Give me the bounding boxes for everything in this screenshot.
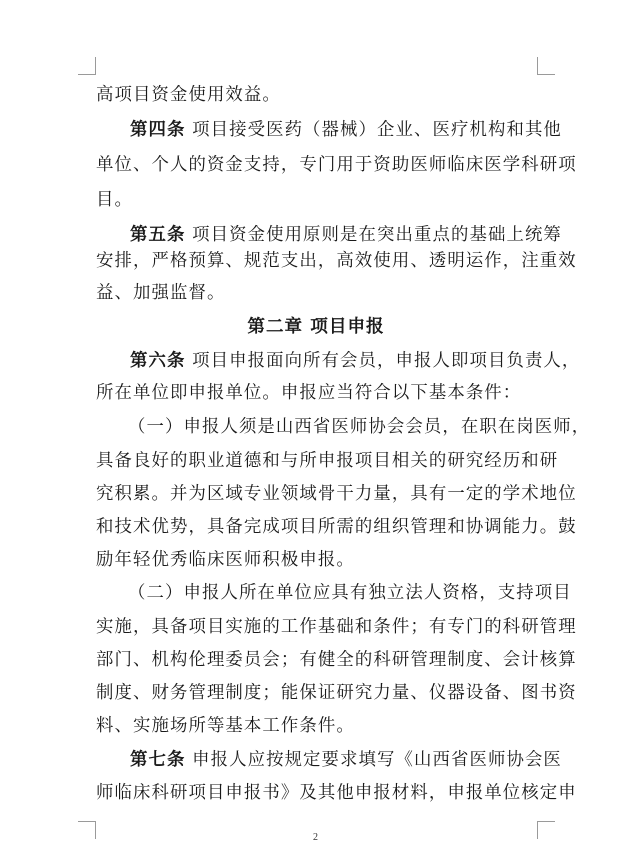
paragraph-line xyxy=(96,776,577,810)
paragraph-line xyxy=(96,276,536,310)
crop-mark xyxy=(95,57,96,75)
page-number: 2 xyxy=(313,832,318,843)
paragraph-line xyxy=(96,477,577,511)
line-text: （一）申报人须是山西省医师协会会员，在职在岗医师， xyxy=(128,417,591,437)
crop-mark xyxy=(537,74,555,75)
line-text: 制度、财务管理制度；能保证研究力量、仪器设备、图书资 xyxy=(96,683,577,703)
paragraph-line xyxy=(96,610,577,644)
article-7-label: 第七条 xyxy=(130,750,186,770)
line-text: 单位、个人的资金支持，专门用于资助医师临床医学科研项 xyxy=(96,155,577,175)
line-text: 高项目资金使用效益。 xyxy=(96,85,281,105)
line-text: 项目资金使用原则是在突出重点的基础上统筹 xyxy=(185,225,562,245)
line-text: 安排，严格预算、规范支出，高效使用、透明运作，注重效 xyxy=(96,251,577,271)
paragraph-line xyxy=(96,148,577,182)
paragraph-line xyxy=(96,78,536,112)
article-5-label: 第五条 xyxy=(130,225,186,245)
line-text: 师临床科研项目申报书》及其他申报材料，申报单位核定申 xyxy=(96,783,577,803)
paragraph-line xyxy=(96,376,536,410)
paragraph-line xyxy=(96,183,536,217)
line-text: 项目接受医药（器械）企业、医疗机构和其他 xyxy=(185,120,562,140)
article-4-line xyxy=(130,113,562,147)
crop-mark xyxy=(78,74,96,75)
line-text: 实施，具备项目实施的工作基础和条件；有专门的科研管理 xyxy=(96,617,577,637)
chapter-title: 第二章 项目申报 xyxy=(247,317,385,337)
line-text: 究积累。并为区域专业领域骨干力量，具有一定的学术地位 xyxy=(96,484,577,504)
line-text: （二）申报人所在单位应具有独立法人资格，支持项目 xyxy=(128,583,572,603)
article-4-label: 第四条 xyxy=(130,120,186,140)
paragraph-line xyxy=(96,643,577,677)
paragraph-line xyxy=(96,543,536,577)
paragraph-line xyxy=(96,444,559,478)
crop-mark xyxy=(537,821,555,822)
condition-2-line xyxy=(128,576,572,610)
line-text: 所在单位即申报单位。申报应当符合以下基本条件： xyxy=(96,383,522,403)
line-text: 和技术优势，具备完成项目所需的组织管理和协调能力。鼓 xyxy=(96,517,577,537)
line-text: 具备良好的职业道德和与所申报项目相关的研究经历和研 xyxy=(96,451,559,471)
line-text: 部门、机构伦理委员会；有健全的科研管理制度、会计核算 xyxy=(96,650,577,670)
line-text: 料、实施场所等基本工作条件。 xyxy=(96,716,355,736)
line-text: 项目申报面向所有会员，申报人即项目负责人， xyxy=(185,351,581,371)
article-6-label: 第六条 xyxy=(130,351,186,371)
paragraph-line xyxy=(96,244,577,278)
article-7-line xyxy=(130,743,562,777)
paragraph-line xyxy=(96,709,536,743)
paragraph-line xyxy=(96,510,577,544)
crop-mark xyxy=(78,821,96,822)
line-text: 目。 xyxy=(96,190,133,210)
line-text: 申报人应按规定要求填写《山西省医师协会医 xyxy=(185,750,562,770)
paragraph-line xyxy=(96,676,577,710)
line-text: 益、加强监督。 xyxy=(96,283,226,303)
crop-mark xyxy=(537,57,538,75)
line-text: 励年轻优秀临床医师积极申报。 xyxy=(96,550,355,570)
condition-1-line xyxy=(128,410,591,444)
article-6-line xyxy=(130,344,581,378)
